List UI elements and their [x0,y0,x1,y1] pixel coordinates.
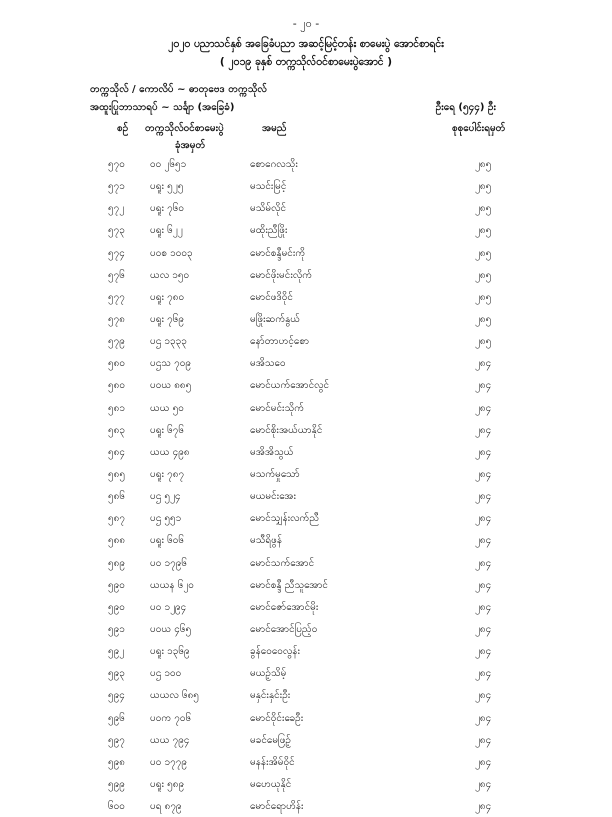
row-number: ၅၈၁ [108,402,125,414]
table-row [0,308,612,330]
student-name: မအိအိသွယ် [250,446,294,458]
student-name: မောင်သျှန်းလက်ညီ [250,513,319,525]
row-number: ၅၈၅ [108,468,125,480]
row-number: ၆၀၀ [108,801,125,813]
row-number: ၅၇၇ [108,291,125,303]
registration-number: ပရူး ၇၆၉ [150,313,185,325]
total-score: ၂၈၄ [475,358,492,370]
total-score: ၂၈၄ [475,380,492,392]
header-registration-2: ခုံအမှတ် [175,140,206,151]
registration-number: ပဌ ၅၅၁ [150,513,182,525]
total-count: ဦးရေ (၅၄၄) ဦး [435,102,496,113]
student-name: မသီရိဖွန် [250,535,283,547]
total-score: ၂၈၄ [475,801,492,813]
row-number: ၅၉၄ [108,690,125,702]
table-row [0,419,612,441]
row-number: ၅၈၄ [108,446,125,458]
row-number: ၅၇၈ [108,313,125,325]
total-score: ၂၈၄ [475,468,492,480]
total-score: ၂၈၅ [475,203,492,215]
row-number: ၅၈၇ [108,513,125,525]
row-number: ၅၇၁ [108,181,125,193]
row-number: ၅၈၆ [108,491,125,503]
table-row [0,729,612,751]
total-score: ၂၈၅ [475,291,492,303]
registration-number: ပဌ ၁၃၃၃ [150,336,187,348]
registration-number: ယလ ၁၅၀ [150,269,190,281]
total-score: ၂၈၄ [475,756,492,768]
row-number: ၅၇၀ [108,159,125,170]
table-row [0,219,612,241]
student-name: မဟေယုနိုင် [250,778,292,790]
table-row [0,242,612,264]
student-name: မသိမ်လိုင် [250,203,287,215]
total-score: ၂၈၅ [475,336,492,348]
student-name: ခွန်ဝေဝေလွန်း [250,646,300,658]
registration-number: ယယ ၅၀ [150,402,184,414]
registration-number: ပဝက ၇၀၆ [150,712,192,724]
row-number: ၅၉၃ [108,668,125,680]
registration-number: ပရူး ၁၃၆၉ [150,646,190,658]
total-score: ၂၈၄ [475,734,492,746]
student-name: မောင်ယက်အောင်လွင် [250,380,330,392]
table-row [0,684,612,706]
registration-number: ပရူး ၆၀၆ [150,535,185,547]
total-score: ၂၈၄ [475,491,492,503]
row-number: ၅၉၉ [108,778,125,790]
student-name: မယမင်းအေး [250,491,296,503]
registration-number: ယယန ၆၂၀ [150,579,194,591]
table-row [0,596,612,618]
table-row [0,264,612,286]
table-row [0,507,612,529]
row-number: ၅၉၁ [108,623,125,635]
registration-number: ဝဝ ၂၆၅၁ [150,159,187,170]
registration-number: ပဝ ၁၇၉၆ [150,557,187,569]
registration-number: ယယ ၄၉၈ [150,446,190,458]
registration-number: ပရူး ၆၇၆ [150,424,185,436]
document-subtitle: ( ၂၀၁၉ ခုနှစ် တက္ကသိုလ်ဝင်စာမေးပွဲအောင် ) [219,56,393,68]
results-list [0,153,612,817]
total-score: ၂၈၅ [475,181,492,193]
total-score: ၂၈၄ [475,778,492,790]
student-name: မောင်သက်အောင် [250,557,315,569]
table-row [0,751,612,773]
registration-number: ယယလ ၆၈၅ [150,690,199,702]
row-number: ၅၇၃ [108,225,125,237]
total-score: ၂၈၅ [475,247,492,259]
student-name: မထိုးညီဖြိုး [250,225,288,237]
table-row [0,352,612,374]
table-row [0,397,612,419]
table-row [0,529,612,551]
registration-number: ပဝယ ၈၈၅ [150,380,192,392]
header-name: အမည် [262,123,287,134]
header-registration: တက္ကသိုလ်ဝင်စာမေးပွဲ [145,123,224,134]
table-row [0,795,612,817]
row-number: ၅၈၉ [108,557,125,569]
student-name: မောင်ဖိုးမင်းလိုက် [250,269,313,281]
table-row [0,374,612,396]
total-score: ၂၈၅ [475,225,492,237]
row-number: ၅၇၆ [108,269,125,281]
registration-number: ပရူး ၅၈၉ [150,778,185,790]
row-number: ၅၈၀ [108,380,125,392]
student-name: မောင်စန္ဒီမင်းကို [250,247,306,259]
registration-number: ပဌသ ၇၀၉ [150,358,191,370]
registration-number: ပဌ ၅၂၄ [150,491,181,503]
header-no: စဉ် [117,123,129,134]
row-number: ၅၈၃ [108,424,125,436]
student-name: မနန်းအိမ်ဝိုင် [250,756,295,768]
student-name: မသင်းမြင့် [250,181,287,193]
table-row [0,707,612,729]
table-row [0,662,612,684]
registration-number: ပရူး ၇၈၀ [150,291,185,303]
student-name: မောင်ရောဟိန်း [250,801,304,813]
total-score: ၂၈၅ [475,313,492,325]
total-score: ၂၈၄ [475,513,492,525]
student-name: မောင်စိုးအယ်ယာနိုင် [250,424,323,436]
row-number: ၅၇၄ [108,247,125,259]
table-row [0,197,612,219]
total-score: ၂၈၄ [475,579,492,591]
row-number: ၅၉၈ [108,756,125,768]
registration-number: ပရူး ၇၆၀ [150,203,185,215]
table-row [0,175,612,197]
university-label: တက္ကသိုလ် / ကောလိပ် ~ ဓာတုဗေဒ တက္ကသိုလ် [90,84,267,95]
table-row [0,463,612,485]
row-number: ၅၈၀ [108,358,125,370]
row-number: ၅၇၉ [108,336,125,348]
student-name: မဖြိုးဆက်နွယ် [250,313,300,325]
student-name: မောင်မင်းသိုက် [250,402,305,414]
major-label: အထူးပြုဘာသာရပ် ~ သင်္ချာ (အခြေခံ) [90,102,235,113]
row-number: ၅၉၇ [108,734,125,746]
table-row [0,552,612,574]
row-number: ၅၈၈ [108,535,126,547]
total-score: ၂၈၄ [475,712,492,724]
registration-number: ပဝယ ၄၆၅ [150,623,192,635]
student-name: မနှင်းနှင်းဦး [250,690,291,702]
table-row [0,640,612,662]
student-name: မောင်စန္ဒီ ညီသူအောင် [250,579,328,591]
registration-number: ပရ ၈၇၉ [150,801,182,813]
student-name: မယဉ့်သိမ့် [250,668,287,680]
table-row [0,574,612,596]
registration-number: ပဌ ၁၀၀ [150,668,182,680]
student-name: မအိသဝေ [250,358,286,370]
header-score: စုစုပေါင်းရမှတ် [452,123,506,134]
table-row [0,485,612,507]
total-score: ၂၈၄ [475,668,492,680]
registration-number: ပရူး ၇၈၇ [150,468,185,480]
page-number: - ၂၀ - [292,17,320,30]
registration-number: ပရူး ၅၂၅ [150,181,184,193]
registration-number: ယယ ၇၉၄ [150,734,190,746]
total-score: ၂၈၅ [475,269,492,281]
row-number: ၅၉၀ [108,579,125,591]
student-name: မောင်ဝိုင်းခေဦး [250,712,304,724]
table-row [0,286,612,308]
student-name: မောင်ဇော်အောင်မိုး [250,601,319,613]
registration-number: ပဝ ၁၂၉၄ [150,601,187,613]
student-name: မောင်အောင်ပြည့်ဝ [250,623,318,635]
student-name: မသက်မှုသော် [250,468,300,480]
student-name: နော်တာဟင့်စော [250,336,310,348]
student-name: မောင်ဖဒိဝိုင် [250,291,293,303]
total-score: ၂၈၄ [475,424,492,436]
total-score: ၂၈၄ [475,623,492,635]
registration-number: ပဝ ၁၇၇၉ [150,756,187,768]
total-score: ၂၈၄ [475,557,492,569]
total-score: ၂၈၄ [475,601,492,613]
total-score: ၂၈၄ [475,646,492,658]
total-score: ၂၈၄ [475,535,492,547]
total-score: ၂၈၄ [475,446,492,458]
registration-number: ပဝစ ၁၀၀၃ [150,247,193,259]
document-title: ၂၀၂၀ ပညာသင်နှစ် အခြေခံပညာ အဆင့်မြင့်တန်း စာမေးပွဲ အောင်စာရင်း [168,38,444,50]
row-number: ၅၉၂ [108,646,125,658]
registration-number: ပရူး ၆၂၂ [150,225,183,237]
row-number: ၅၉၀ [108,601,125,613]
total-score: ၂၈၄ [475,690,492,702]
total-score: ၂၈၄ [475,402,492,414]
row-number: ၅၉၆ [108,712,125,724]
table-row [0,330,612,352]
student-name: မခင်မေဖြဉ့် [250,734,291,746]
total-score: ၂၈၅ [475,159,492,170]
table-row [0,441,612,463]
table-row [0,618,612,640]
student-name: စောဂေလသိုး [250,159,298,170]
row-number: ၅၇၂ [108,203,125,215]
table-row [0,153,612,175]
